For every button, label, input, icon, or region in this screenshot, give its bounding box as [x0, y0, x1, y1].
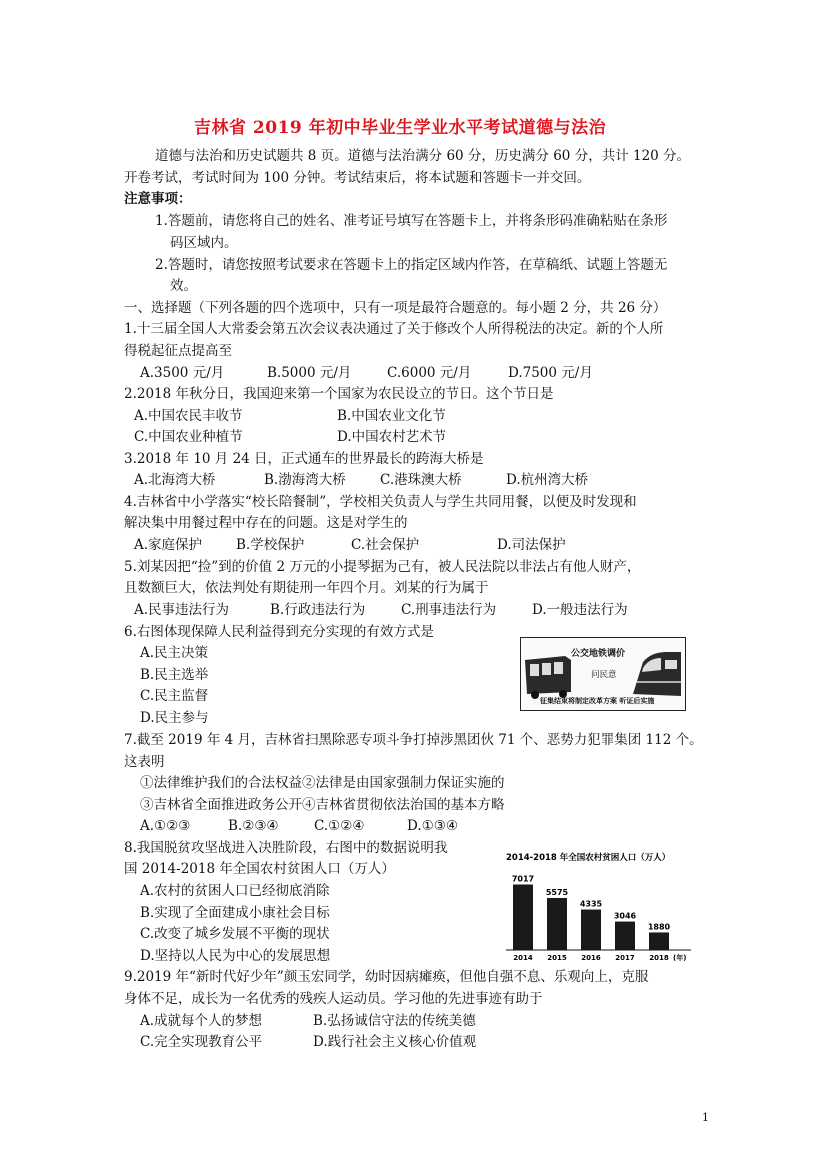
chart-bar-2015: [547, 898, 567, 950]
q2-option-d: D.中国农村艺术节: [337, 429, 447, 445]
q8-option-c: C.改变了城乡发展不平衡的现状: [140, 926, 330, 942]
question-1-stem-2: 得税起征点提高至: [124, 343, 232, 359]
question-4-stem-2: 解决集中用餐过程中存在的问题。这是对学生的: [124, 515, 408, 531]
q7-option-a: A.①②③: [140, 818, 191, 834]
poverty-bar-chart-svg: [503, 850, 693, 965]
question-9-stem-2: 身体不足，成长为一名优秀的残疾人运动员。学习他的先进事迹有助于: [124, 991, 543, 1007]
figure-caption: 征集结束将制定改革方案 听证后实施: [540, 697, 655, 705]
question-3-stem: 3.2018 年 10 月 24 日，正式通车的世界最长的跨海大桥是: [124, 451, 484, 467]
q2-option-c: C.中国农业种植节: [134, 429, 243, 445]
chart-x-tick-label: 2018: [649, 954, 669, 962]
transport-price-illustration: [520, 637, 686, 711]
q8-option-a: A.农村的贫困人口已经彻底消除: [140, 883, 330, 899]
q2-option-b: B.中国农业文化节: [337, 408, 446, 424]
chart-x-tick-label: 2017: [615, 954, 635, 962]
question-6-stem: 6.右图体现保障人民利益得到充分实现的有效方式是: [124, 624, 434, 640]
q3-option-a: A.北海湾大桥: [134, 472, 216, 488]
q5-option-a: A.民事违法行为: [134, 602, 230, 618]
chart-value-label: 7017: [511, 874, 535, 884]
chart-value-label: 3046: [613, 911, 637, 921]
q9-option-a: A.成就每个人的梦想: [140, 1013, 263, 1029]
q9-option-d: D.践行社会主义核心价值观: [313, 1034, 477, 1050]
chart-x-unit-label: (年): [673, 954, 687, 962]
q1-option-b: B.5000 元/月: [267, 365, 352, 381]
chart-title: 2014-2018 年全国农村贫困人口（万人）: [506, 853, 671, 863]
question-8-stem: 8.我国脱贫攻坚战进入决胜阶段，右图中的数据说明我: [124, 840, 448, 856]
q7-statement-1: ①法律维护我们的合法权益②法律是由国家强制力保证实施的: [140, 775, 505, 791]
question-7-stem-2: 这表明: [124, 754, 165, 770]
q5-option-b: B.行政违法行为: [270, 602, 366, 618]
q6-option-a: A.民主决策: [140, 645, 209, 661]
chart-bar-2017: [615, 922, 635, 950]
page-number: 1: [702, 1111, 709, 1124]
q4-option-d: D.司法保护: [497, 537, 566, 553]
chart-value-label: 1880: [647, 922, 671, 932]
q7-statement-2: ③吉林省全面推进政务公开④吉林省贯彻依法治国的基本方略: [140, 797, 505, 813]
q6-option-b: B.民主选举: [140, 667, 209, 683]
question-1-stem: 1.十三届全国人大常委会第五次会议表决通过了关于修改个人所得税法的决定。新的个人所: [124, 321, 664, 337]
question-4-stem: 4.吉林省中小学落实“校长陪餐制”，学校相关负责人与学生共同用餐，以便及时发现和: [124, 494, 637, 510]
q7-option-d: D.①③④: [407, 818, 458, 834]
figure-subtitle: 问民意: [591, 670, 617, 680]
q7-option-c: C.①②④: [314, 818, 365, 834]
chart-bar-2014: [513, 885, 533, 950]
poverty-population-chart: [503, 850, 693, 965]
chart-bar-2016: [581, 910, 601, 950]
note-1-line-2: 码区域内。: [170, 235, 238, 251]
q8-option-d: D.坚持以人民为中心的发展思想: [140, 948, 331, 964]
question-2-stem: 2.2018 年秋分日，我国迎来第一个国家为农民设立的节日。这个节日是: [124, 386, 554, 402]
question-7-stem: 7.截至 2019 年 4 月，吉林省扫黑除恶专项斗争打掉涉黑团伙 71 个、恶势力犯罪集团 112 个。: [124, 732, 703, 748]
chart-value-label: 5575: [545, 887, 569, 897]
intro-line-2: 开卷考试，考试时间为 100 分钟。考试结束后，将本试题和答题卡一并交回。: [124, 170, 591, 186]
chart-x-tick-label: 2014: [513, 954, 533, 962]
chart-value-label: 4335: [579, 899, 603, 909]
q4-option-b: B.学校保护: [236, 537, 305, 553]
q1-option-d: D.7500 元/月: [508, 365, 593, 381]
q1-option-a: A.3500 元/月: [140, 365, 225, 381]
note-2-line-1: 2.答题时，请您按照考试要求在答题卡上的指定区域内作答，在草稿纸、试题上答题无: [155, 257, 668, 273]
q9-option-b: B.弘扬诚信守法的传统美德: [313, 1013, 476, 1029]
q4-option-a: A.家庭保护: [134, 537, 203, 553]
q6-option-d: D.民主参与: [140, 710, 209, 726]
q5-option-d: D.一般违法行为: [532, 602, 628, 618]
notes-heading: 注意事项：: [124, 191, 192, 207]
question-9-stem: 9.2019 年“新时代好少年”颜玉宏同学，幼时因病瘫痪，但他自强不息、乐观向上，克服: [124, 969, 649, 985]
note-2-line-2: 效。: [170, 278, 197, 294]
question-5-stem: 5.刘某因把“捡”到的价值 2 万元的小提琴据为己有，被人民法院以非法占有他人财产，: [124, 559, 641, 575]
q7-option-b: B.②③④: [228, 818, 279, 834]
figure-title: 公交地铁调价: [571, 649, 626, 659]
q5-option-c: C.刑事违法行为: [401, 602, 497, 618]
note-1-line-1: 1.答题前，请您将自己的姓名、准考证号填写在答题卡上，并将条形码准确粘贴在条形: [155, 213, 668, 229]
page-title: 吉林省 2019 年初中毕业生学业水平考试道德与法治: [194, 118, 607, 138]
q4-option-c: C.社会保护: [351, 537, 420, 553]
question-5-stem-2: 且数额巨大，依法判处有期徒刑一年四个月。刘某的行为属于: [124, 580, 489, 596]
q2-option-a: A.中国农民丰收节: [134, 408, 243, 424]
q9-option-c: C.完全实现教育公平: [140, 1034, 263, 1050]
section-heading: 一、选择题（下列各题的四个选项中，只有一项是最符合题意的。每小题 2 分，共 26 分）: [124, 300, 667, 316]
intro-line-1: 道德与法治和历史试题共 8 页。道德与法治满分 60 分，历史满分 60 分，共计 120 分。: [155, 148, 691, 164]
q3-option-c: C.港珠澳大桥: [380, 472, 462, 488]
q1-option-c: C.6000 元/月: [387, 365, 472, 381]
chart-bar-2018: [649, 932, 669, 950]
q3-option-d: D.杭州湾大桥: [506, 472, 589, 488]
q6-option-c: C.民主监督: [140, 688, 209, 704]
chart-x-tick-label: 2016: [581, 954, 601, 962]
question-8-stem-2: 国 2014-2018 年全国农村贫困人口（万人）: [124, 861, 395, 877]
q3-option-b: B.渤海湾大桥: [264, 472, 346, 488]
chart-x-tick-label: 2015: [547, 954, 567, 962]
q8-option-b: B.实现了全面建成小康社会目标: [140, 905, 330, 921]
